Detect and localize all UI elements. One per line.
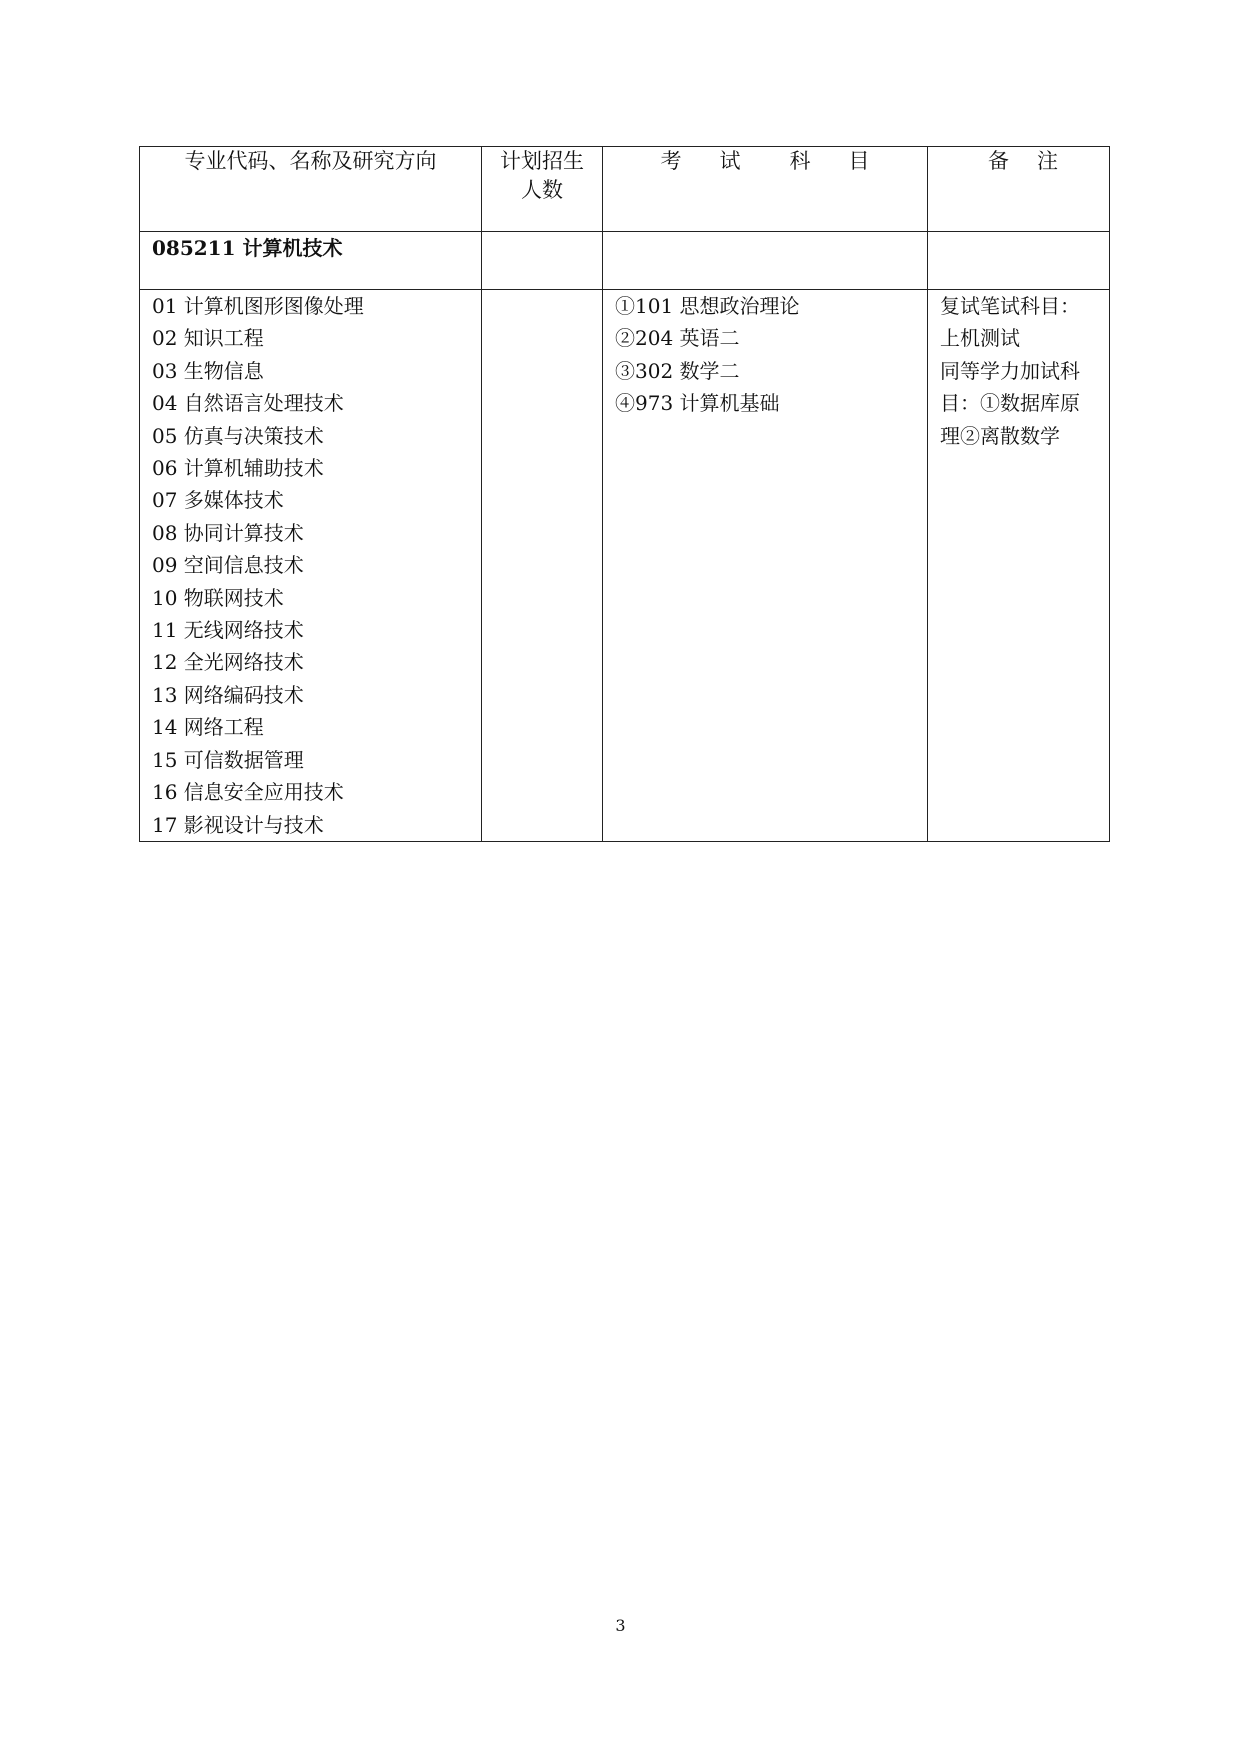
research-direction-item: 05 仿真与决策技术 xyxy=(152,423,324,448)
exam-subject-item: ①101 思想政治理论 xyxy=(615,294,800,318)
research-direction-item: 03 生物信息 xyxy=(152,358,264,383)
header-notes xyxy=(928,147,1110,232)
note-line: 上机测试 xyxy=(940,326,1020,351)
note-line: 理②离散数学 xyxy=(940,423,1060,448)
header-exam-char: 目 xyxy=(848,149,870,173)
major-exam-cell xyxy=(603,232,928,290)
research-direction-item: 12 全光网络技术 xyxy=(152,650,304,675)
exam-subject-item: ③302 数学二 xyxy=(615,358,740,383)
header-exam-char: 考 xyxy=(660,149,682,173)
directions-cell xyxy=(140,290,482,842)
exams-list xyxy=(603,290,927,420)
research-direction-item: 15 可信数据管理 xyxy=(152,747,304,772)
research-direction-item: 02 知识工程 xyxy=(152,326,264,351)
research-direction-item: 11 无线网络技术 xyxy=(152,618,304,643)
research-direction-item: 10 物联网技术 xyxy=(152,585,284,610)
note-line: 复试笔试科目： xyxy=(940,294,1080,318)
header-plan xyxy=(482,147,603,232)
research-direction-item: 09 空间信息技术 xyxy=(152,553,304,578)
research-direction-item: 07 多媒体技术 xyxy=(152,488,284,513)
header-row xyxy=(140,147,1110,232)
plan-count-cell xyxy=(482,290,603,842)
research-direction-item: 08 协同计算技术 xyxy=(152,520,304,545)
research-direction-item: 14 网络工程 xyxy=(152,715,264,740)
header-notes-char: 备 xyxy=(988,149,1009,173)
research-direction-item: 01 计算机图形图像处理 xyxy=(152,294,364,318)
research-direction-item: 16 信息安全应用技术 xyxy=(152,780,344,805)
page-number: 3 xyxy=(615,1616,626,1635)
admission-catalog-table xyxy=(139,146,1110,842)
research-direction-item: 04 自然语言处理技术 xyxy=(152,391,344,416)
major-row xyxy=(140,232,1110,290)
directions-list xyxy=(140,290,481,841)
exam-subject-item: ②204 英语二 xyxy=(615,326,740,351)
header-major: 专业代码、名称及研究方向 xyxy=(140,147,482,232)
note-line: 目：①数据库原 xyxy=(940,391,1080,416)
research-direction-item: 06 计算机辅助技术 xyxy=(152,456,324,481)
research-direction-item: 17 影视设计与技术 xyxy=(152,812,324,837)
major-notes-cell xyxy=(928,232,1110,290)
major-title: 085211 计算机技术 xyxy=(152,236,343,260)
note-line: 同等学力加试科 xyxy=(940,358,1080,383)
header-exam-char: 科 xyxy=(789,149,811,173)
details-row xyxy=(140,290,1110,842)
header-plan-line2: 人数 xyxy=(521,178,563,202)
notes-cell xyxy=(928,290,1110,842)
header-notes-char: 注 xyxy=(1037,149,1058,173)
header-exam xyxy=(603,147,928,232)
exams-cell xyxy=(603,290,928,842)
notes-list xyxy=(928,290,1109,452)
major-plan-cell xyxy=(482,232,603,290)
exam-subject-item: ④973 计算机基础 xyxy=(615,391,780,416)
major-title-cell xyxy=(140,232,482,290)
header-plan-line1: 计划招生 xyxy=(500,149,584,173)
research-direction-item: 13 网络编码技术 xyxy=(152,682,304,707)
header-exam-char: 试 xyxy=(719,149,741,173)
